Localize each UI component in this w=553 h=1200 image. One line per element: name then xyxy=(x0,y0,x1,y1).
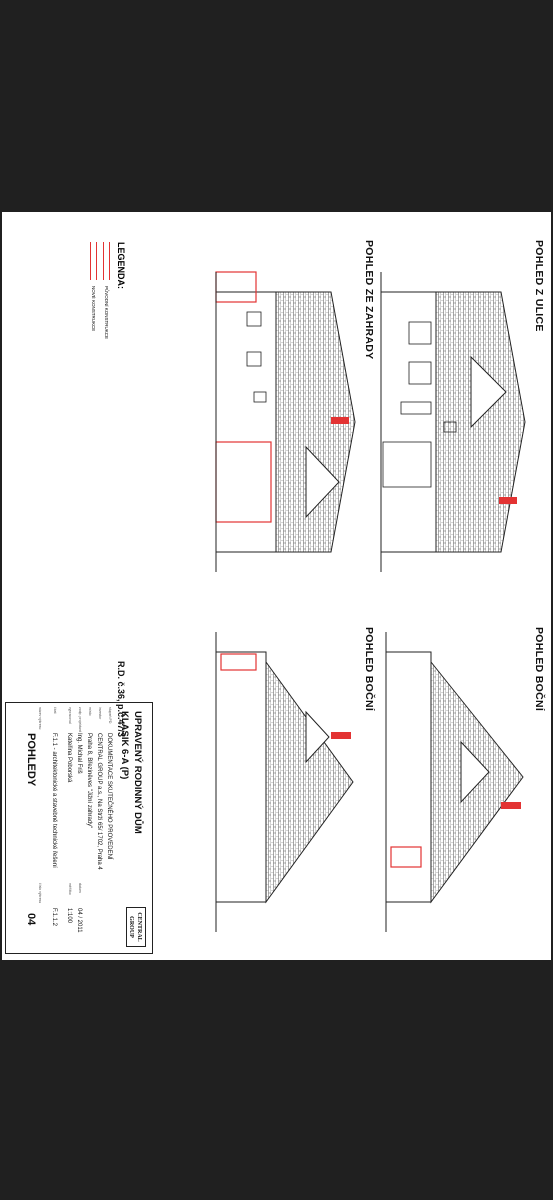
legend-label-original: PŮVODNÍ KONSTRUKCE xyxy=(104,286,109,340)
label-drafted: vypracoval xyxy=(68,707,72,724)
label-date: datum xyxy=(78,883,82,893)
drawing-name: POHLEDY xyxy=(25,733,37,787)
project-title-line-2: KLASIK 6-A (P) xyxy=(119,711,130,780)
rotated-drawing xyxy=(2,212,551,960)
author: Ing. Michal Friš xyxy=(76,733,82,774)
view-title-side-bottom: POHLED BOČNÍ xyxy=(363,627,375,712)
label-location: místo xyxy=(88,707,92,716)
label-number: číslo výkresu xyxy=(38,883,42,904)
legend-title: LEGENDA: xyxy=(116,242,126,289)
investor: CENTRAL GROUP a.s., Na Strži 65/ 1702, Praha 4 xyxy=(96,733,102,870)
parcel-number: R.D. č.36, p.č.47/3 xyxy=(116,661,126,738)
side-elevation-top xyxy=(381,632,531,932)
label-stage: stupeň PD xyxy=(108,707,112,724)
side-elevation-bottom xyxy=(211,632,361,932)
label-part: část xyxy=(53,707,57,714)
street-elevation xyxy=(376,252,531,592)
drawing-number: 04 xyxy=(25,913,37,926)
label-author: zodp. projektant xyxy=(78,707,82,732)
legend-item-original xyxy=(103,242,110,362)
logo-text-2: GROUP xyxy=(128,916,134,938)
legend-item-new xyxy=(90,242,97,362)
legend-label-new: NOVÉ KONSTRUKCE xyxy=(91,286,96,332)
garden-elevation xyxy=(211,252,361,592)
drafted: Kateřina Poborská xyxy=(66,733,72,783)
project-title-line-1: UPRAVENÝ RODINNÝ DŮM xyxy=(132,711,143,834)
company-logo xyxy=(126,907,146,947)
title-block xyxy=(5,661,153,954)
label-investor: investor xyxy=(98,707,102,720)
view-title-side-top: POHLED BOČNÍ xyxy=(533,627,545,712)
part: F.1.1 - architektonické a stavebně technické řešení xyxy=(51,733,57,868)
drawing-sheet xyxy=(2,212,551,960)
logo-text-1: CENTRAL xyxy=(136,912,142,942)
date: 04 / 2011 xyxy=(76,908,82,933)
scale: 1:100 xyxy=(66,908,72,924)
legend xyxy=(21,242,126,362)
location: Praha 8, Březiněves "Jižní zahrady" xyxy=(86,733,92,829)
stage: DOKUMENTACE SKUTEČNÉHO PROVEDENÍ xyxy=(106,733,112,860)
project-title xyxy=(118,711,144,834)
label-drawing: název výkresu xyxy=(38,707,42,730)
view-title-street: POHLED Z ULICE xyxy=(533,240,545,332)
view-title-garden: POHLED ZE ZAHRADY xyxy=(363,240,375,360)
label-scale: měřítko xyxy=(68,883,72,895)
part-number: F.1.1.2 xyxy=(51,908,57,927)
